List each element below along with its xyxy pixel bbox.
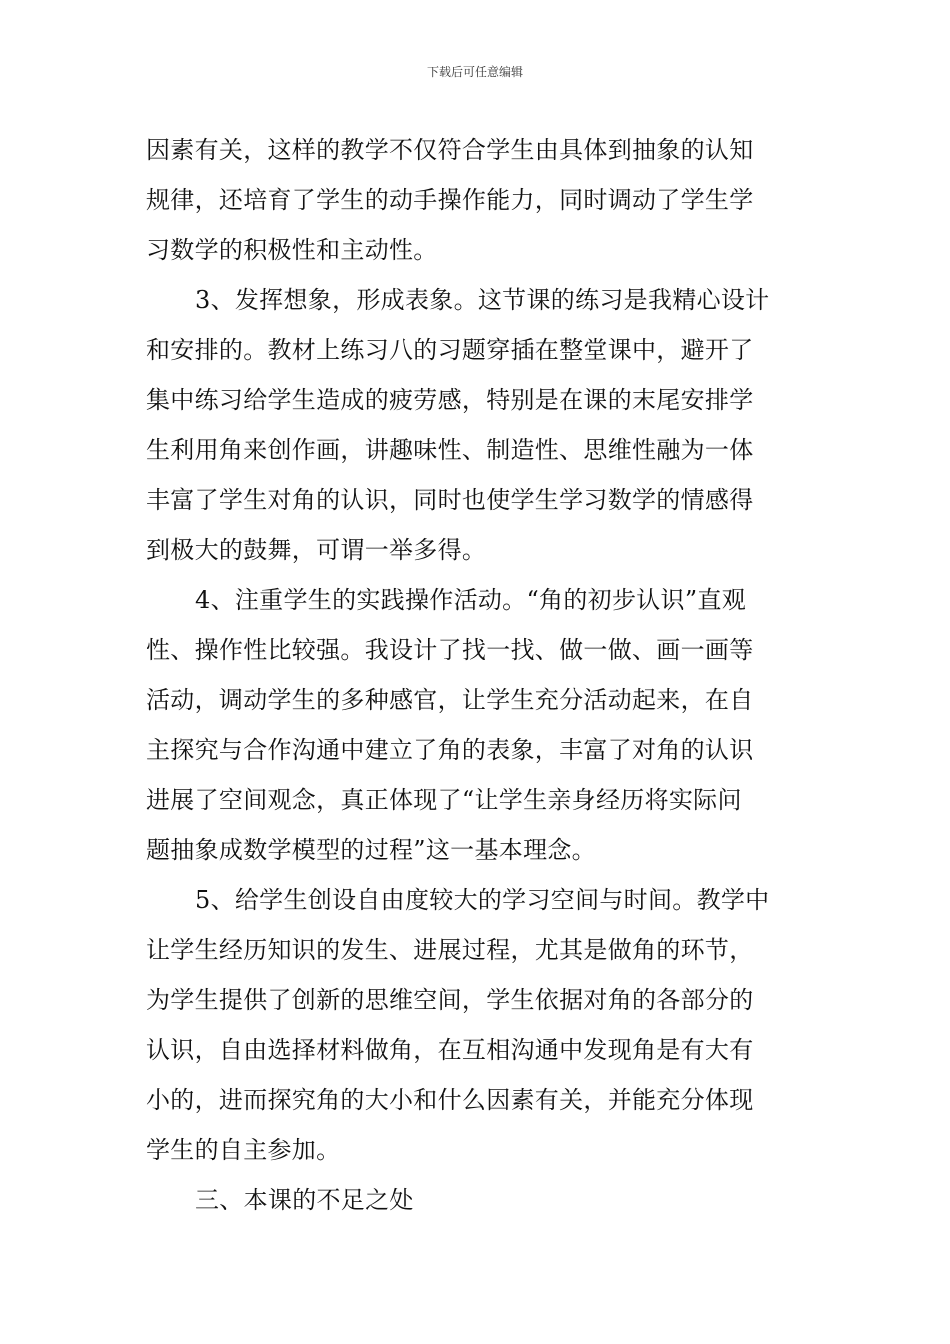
body-line: 学生的自主参加。 bbox=[146, 1136, 341, 1164]
body-line: 集中练习给学生造成的疲劳感，特别是在课的末尾安排学 bbox=[146, 386, 754, 414]
body-line: 为学生提供了创新的思维空间，学生依据对角的各部分的 bbox=[146, 986, 754, 1014]
body-line: 让学生经历知识的发生、进展过程，尤其是做角的环节， bbox=[146, 936, 754, 964]
page-header: 下载后可任意编辑 bbox=[426, 65, 523, 79]
body-line: 题抽象成数学模型的过程”这一基本理念。 bbox=[146, 836, 596, 864]
section-heading: 三、本课的不足之处 bbox=[195, 1186, 414, 1214]
body-line: 丰富了学生对角的认识，同时也使学生学习数学的情感得 bbox=[146, 486, 754, 514]
body-line: 5、给学生创设自由度较大的学习空间与时间。教学中 bbox=[195, 886, 770, 914]
body-line: 到极大的鼓舞，可谓一举多得。 bbox=[146, 536, 487, 564]
body-line: 4、注重学生的实践操作活动。“角的初步认识”直观 bbox=[195, 586, 747, 614]
body-line: 活动，调动学生的多种感官，让学生充分活动起来，在自 bbox=[146, 686, 754, 714]
body-line: 规律，还培育了学生的动手操作能力，同时调动了学生学 bbox=[146, 186, 754, 214]
body-line: 进展了空间观念，真正体现了“让学生亲身经历将实际问 bbox=[146, 786, 742, 814]
body-line: 因素有关，这样的教学不仅符合学生由具体到抽象的认知 bbox=[146, 136, 754, 164]
body-line: 生利用角来创作画，讲趣味性、制造性、思维性融为一体 bbox=[146, 436, 754, 464]
body-line: 3、发挥想象，形成表象。这节课的练习是我精心设计 bbox=[195, 286, 770, 314]
body-line: 小的，进而探究角的大小和什么因素有关，并能充分体现 bbox=[146, 1086, 754, 1114]
body-line: 和安排的。教材上练习八的习题穿插在整堂课中，避开了 bbox=[146, 336, 754, 364]
body-line: 认识，自由选择材料做角，在互相沟通中发现角是有大有 bbox=[146, 1036, 754, 1064]
body-line: 习数学的积极性和主动性。 bbox=[146, 236, 438, 264]
body-line: 性、操作性比较强。我设计了找一找、做一做、画一画等 bbox=[146, 636, 754, 664]
body-line: 主探究与合作沟通中建立了角的表象，丰富了对角的认识 bbox=[146, 736, 754, 764]
